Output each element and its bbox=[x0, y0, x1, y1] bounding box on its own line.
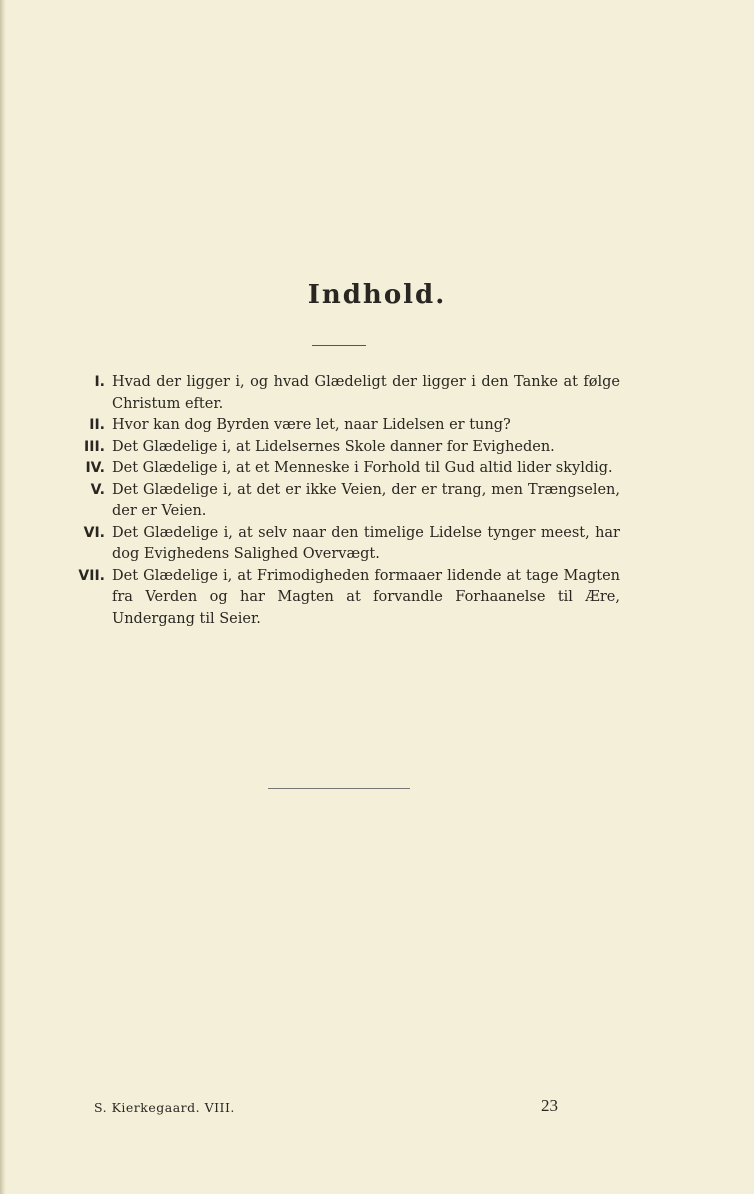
entry-text: Hvor kan dog Byrden være let, naar Lidelsen er tung? bbox=[112, 417, 511, 433]
contents-entry-3 bbox=[76, 437, 620, 459]
footer-author-signature: S. Kierkegaard. VIII. bbox=[94, 1100, 235, 1115]
entry-numeral: VI. bbox=[83, 524, 105, 541]
entry-text: Det Glædelige i, at Frimodigheden formaaer lidende at tage Magten fra Verden og har Magten at forvandle Forhaanelse til Ære, Undergang til Seier. bbox=[112, 567, 620, 627]
contents-entry-2 bbox=[76, 415, 620, 437]
entry-text: Det Glædelige i, at Lidelsernes Skole danner for Evigheden. bbox=[112, 438, 555, 455]
entry-text: Det Glædelige i, at et Menneske i Forhold til Gud altid lider skyldig. bbox=[112, 460, 613, 476]
table-of-contents bbox=[76, 372, 620, 630]
contents-entry-4 bbox=[76, 458, 620, 480]
entry-numeral: VII. bbox=[78, 567, 105, 584]
section-end-divider bbox=[268, 788, 410, 789]
contents-entry-7 bbox=[76, 566, 620, 631]
entry-numeral: II. bbox=[89, 417, 105, 433]
page-binding-edge bbox=[0, 0, 6, 1194]
page-title: Indhold. bbox=[307, 280, 447, 310]
entry-numeral: IV. bbox=[85, 460, 105, 476]
page-number: 23 bbox=[541, 1096, 558, 1115]
entry-numeral: V. bbox=[90, 481, 105, 498]
entry-numeral: III. bbox=[84, 438, 105, 455]
title-divider bbox=[312, 345, 366, 346]
contents-entry-1 bbox=[76, 372, 620, 415]
entry-numeral: I. bbox=[94, 374, 105, 390]
entry-text: Det Glædelige i, at det er ikke Veien, der er trang, men Trængselen, der er Veien. bbox=[112, 481, 620, 519]
entry-text: Det Glædelige i, at selv naar den timelige Lidelse tynger meest, har dog Evighedens Salighed Overvægt. bbox=[112, 524, 620, 562]
contents-entry-6 bbox=[76, 523, 620, 566]
entry-text: Hvad der ligger i, og hvad Glædeligt der ligger i den Tanke at følge Christum efter. bbox=[112, 374, 620, 412]
contents-entry-5 bbox=[76, 480, 620, 523]
